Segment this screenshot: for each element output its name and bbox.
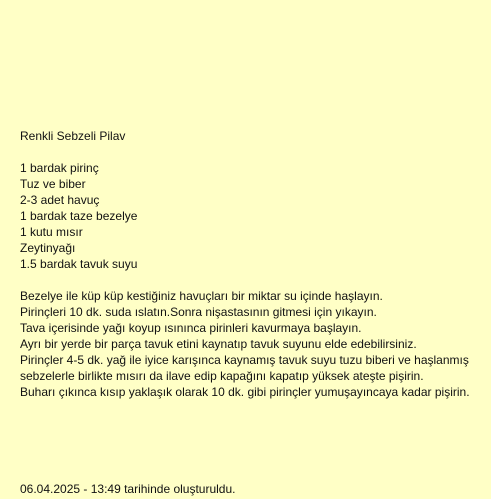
ingredient-item: 1 kutu mısır: [20, 225, 83, 239]
instruction-step: Bezelye ile küp küp kestiğiniz havuçları bir miktar su içinde haşlayın.: [20, 289, 383, 303]
instruction-step: Ayrı bir yerde bir parça tavuk etini kaynatıp tavuk suyunu elde edebilirsiniz.: [20, 337, 417, 351]
instructions: [20, 288, 480, 400]
instruction-step: Tava içerisinde yağı koyup ısınınca pirinleri kavurmaya başlayın.: [20, 321, 362, 335]
ingredient-item: 2-3 adet havuç: [20, 193, 100, 207]
recipe-title: Renkli Sebzeli Pilav: [20, 129, 126, 143]
instruction-step: Pirinçleri 10 dk. suda ıslatın.Sonra nişastasının gitmesi için yıkayın.: [20, 305, 377, 319]
instruction-step: Pirinçler 4-5 dk. yağ ile iyice karışınca kaynamış tavuk suyu tuzu biberi ve haşlanmış sebzelerle birlikte mısırı da ilave edip kapağını kapatıp yüksek ateşte pişirin.: [20, 353, 469, 383]
ingredient-item: Tuz ve biber: [20, 177, 86, 191]
recipe-document: [20, 128, 480, 400]
ingredient-item: 1 bardak pirinç: [20, 161, 99, 175]
ingredients-list: [20, 160, 480, 272]
created-timestamp: 06.04.2025 - 13:49 tarihinde oluşturuldu.: [20, 482, 236, 496]
ingredient-item: 1 bardak taze bezelye: [20, 209, 138, 223]
ingredient-item: Zeytinyağı: [20, 241, 76, 255]
instruction-step: Buharı çıkınca kısıp yaklaşık olarak 10 dk. gibi pirinçler yumuşayıncaya kadar pişirin.: [20, 385, 470, 399]
ingredient-item: 1.5 bardak tavuk suyu: [20, 257, 138, 271]
